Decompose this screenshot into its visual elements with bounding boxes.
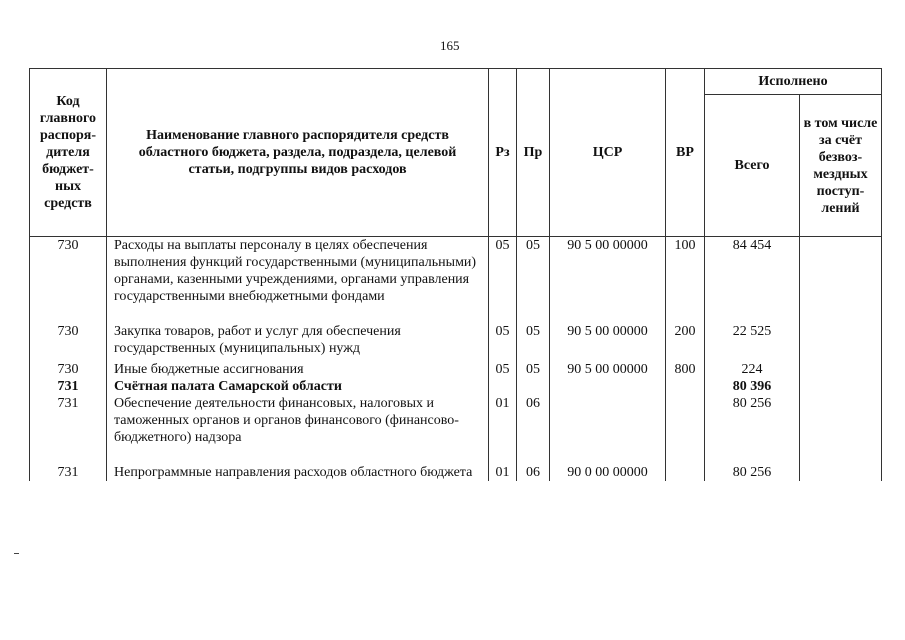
cell-rz: 01 [489,464,517,481]
header-name: Наименование главного распорядителя средств областного бюджета, раздела, подраздела, целевой статьи, подгруппы видов расходов [107,69,489,237]
cell-rz: 05 [489,237,517,306]
header-csr: ЦСР [550,69,666,237]
cell-total: 80 256 [705,464,800,481]
cell-pr: 05 [517,361,550,378]
budget-table [29,68,882,481]
row-spacer [30,305,882,323]
cell-pr: 06 [517,395,550,446]
cell-pr: 06 [517,464,550,481]
cell-pr: 05 [517,237,550,306]
row-spacer [30,446,882,464]
cell-name: Расходы на выплаты персоналу в целях обеспечения выполнения функций государственными (муниципальными) органами, казенными учреждениями, органами управления государственными внебюджетными фондами [107,237,489,306]
table-row [30,237,882,306]
cell-incl [800,237,882,306]
cell-name: Закупка товаров, работ и услуг для обеспечения государственных (муниципальных) нужд [107,323,489,357]
cell-pr [517,378,550,395]
cell-vr [666,378,705,395]
cell-code: 731 [30,378,107,395]
cell-code: 731 [30,464,107,481]
cell-pr: 05 [517,323,550,357]
header-total: Всего [705,95,800,237]
cell-code: 730 [30,361,107,378]
cell-vr: 800 [666,361,705,378]
cell-incl [800,378,882,395]
cell-name: Иные бюджетные ассигнования [107,361,489,378]
cell-vr [666,464,705,481]
cell-csr: 90 0 00 00000 [550,464,666,481]
cell-vr: 100 [666,237,705,306]
header-vr: ВР [666,69,705,237]
cell-vr: 200 [666,323,705,357]
table-row [30,361,882,378]
table-row [30,323,882,357]
cell-name: Непрограммные направления расходов областного бюджета [107,464,489,481]
cell-rz: 05 [489,361,517,378]
cell-incl [800,464,882,481]
header-pr: Пр [517,69,550,237]
header-executed: Исполнено [705,69,882,95]
cell-total: 22 525 [705,323,800,357]
cell-rz [489,378,517,395]
cell-rz: 01 [489,395,517,446]
cell-code: 730 [30,237,107,306]
cell-incl [800,323,882,357]
cell-csr [550,378,666,395]
cell-incl [800,395,882,446]
table-row [30,378,882,395]
cell-rz: 05 [489,323,517,357]
cell-name: Счётная палата Самарской области [107,378,489,395]
header-rz: Рз [489,69,517,237]
header-code: Код главного распоря-дителя бюджет-ных средств [30,69,107,237]
table-row [30,395,882,446]
page-number: 165 [440,38,460,53]
margin-dash [14,553,19,554]
cell-total: 84 454 [705,237,800,306]
cell-name: Обеспечение деятельности финансовых, налоговых и таможенных органов и органов финансового (финансово-бюджетного) надзора [107,395,489,446]
table-row [30,464,882,481]
cell-code: 731 [30,395,107,446]
header-incl: в том числе за счёт безвоз-мездных поступ-лений [800,95,882,237]
cell-csr: 90 5 00 00000 [550,323,666,357]
cell-csr [550,395,666,446]
cell-vr [666,395,705,446]
cell-incl [800,361,882,378]
cell-total: 224 [705,361,800,378]
cell-total: 80 396 [705,378,800,395]
cell-total: 80 256 [705,395,800,446]
cell-code: 730 [30,323,107,357]
cell-csr: 90 5 00 00000 [550,361,666,378]
cell-csr: 90 5 00 00000 [550,237,666,306]
